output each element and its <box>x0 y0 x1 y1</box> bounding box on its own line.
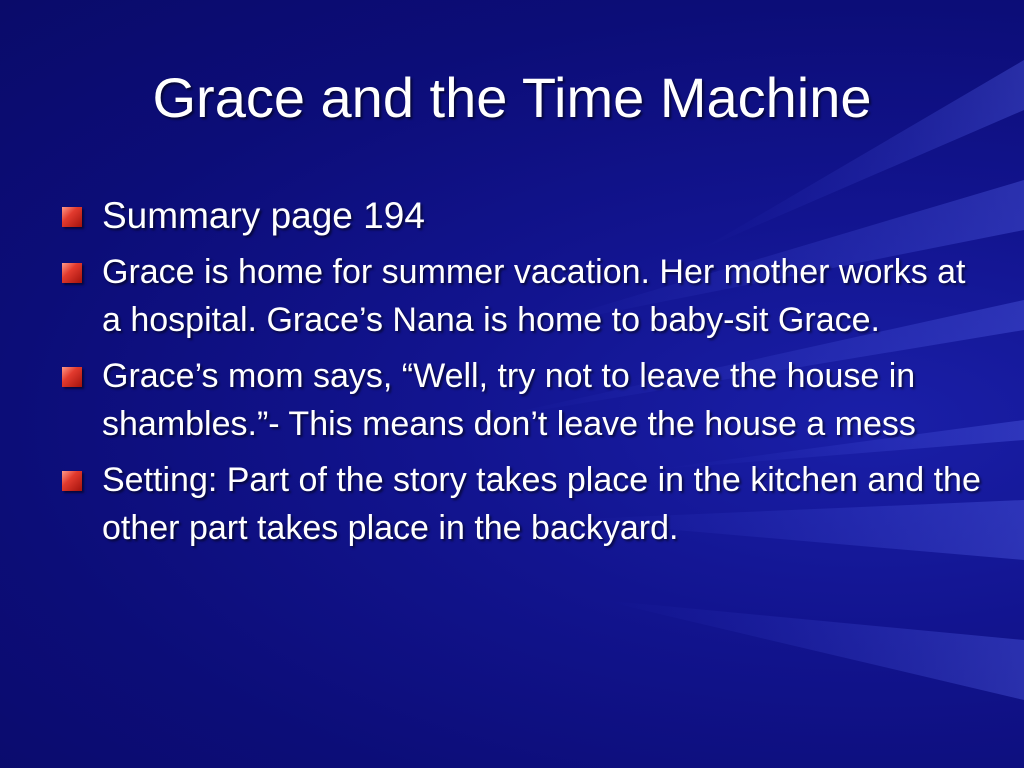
slide-title: Grace and the Time Machine <box>152 66 872 129</box>
bullet-item <box>62 456 982 552</box>
bullet-text: Setting: Part of the story takes place in the kitchen and the other part takes place in the backyard. <box>102 461 981 547</box>
bullet-item <box>62 190 982 242</box>
square-bullet-icon <box>62 471 82 491</box>
bullet-list <box>62 190 982 560</box>
square-bullet-icon <box>62 263 82 283</box>
bullet-item <box>62 352 982 448</box>
bullet-text: Grace’s mom says, “Well, try not to leave the house in shambles.”- This means don’t leave the house a mess <box>102 357 916 443</box>
bullet-text: Grace is home for summer vacation. Her mother works at a hospital. Grace’s Nana is home to baby-sit Grace. <box>102 253 966 339</box>
bullet-item <box>62 248 982 344</box>
bullet-text: Summary page 194 <box>102 195 425 236</box>
square-bullet-icon <box>62 367 82 387</box>
square-bullet-icon <box>62 207 82 227</box>
